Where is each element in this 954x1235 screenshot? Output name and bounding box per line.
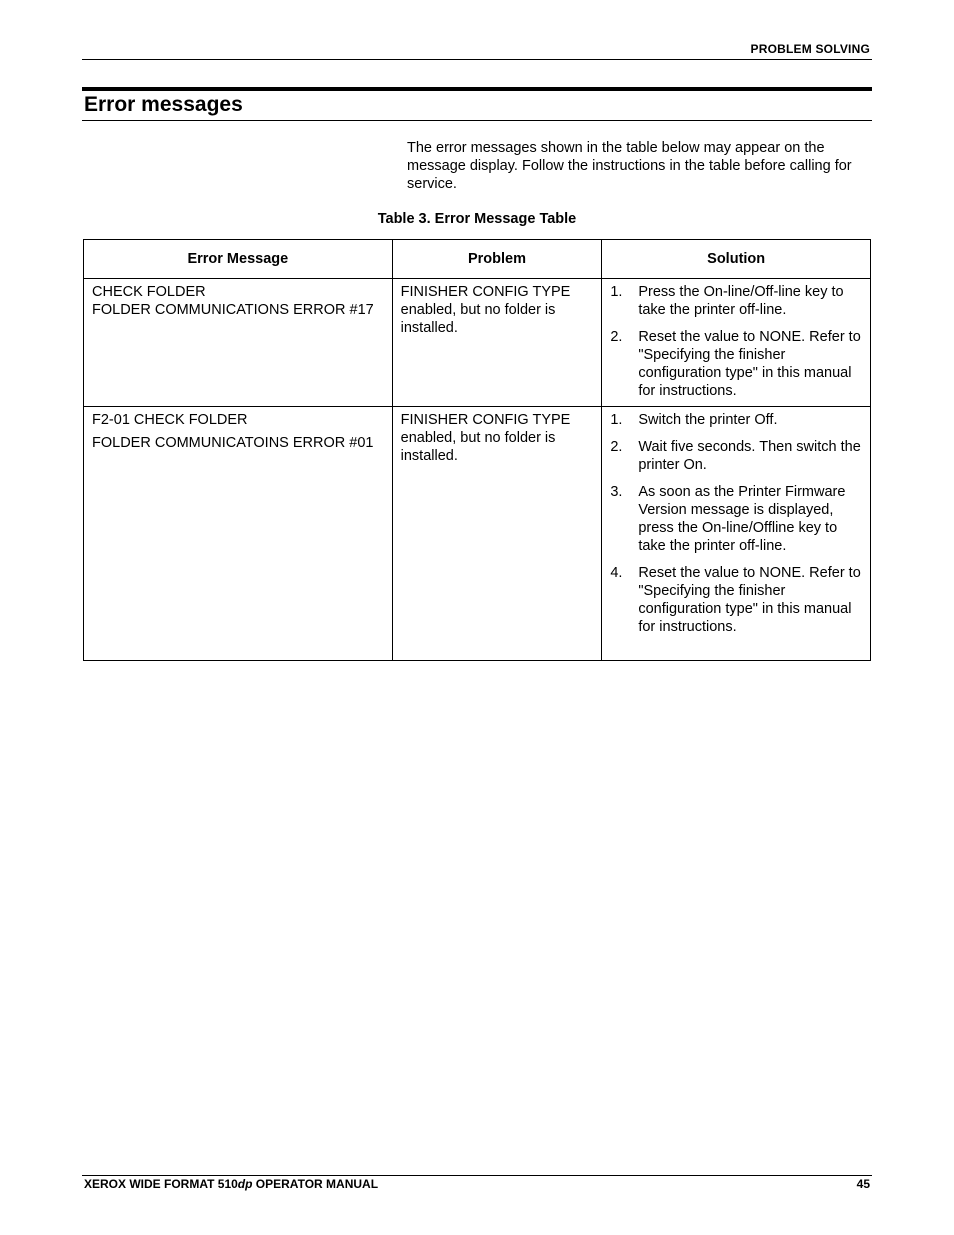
intro-paragraph: The error messages shown in the table below may appear on the message display. Follow the instructions in the table before calling for service. [407, 140, 852, 192]
problem-cell: FINISHER CONFIG TYPE enabled, but no folder is installed. [392, 279, 602, 407]
table-header-row [84, 240, 871, 279]
footer-rule [82, 1175, 872, 1176]
solution-step [610, 438, 862, 474]
footer-page-number: 45 [856, 1177, 870, 1191]
step-text: Switch the printer Off. [638, 412, 778, 428]
solution-step [610, 564, 862, 636]
footer-manual-title [84, 1177, 378, 1191]
step-number: 2. [610, 329, 623, 345]
step-number: 1. [610, 412, 623, 428]
step-number: 4. [610, 565, 623, 581]
step-text: Reset the value to NONE. Refer to "Specifying the finisher configuration type" in this manual for instructions. [638, 565, 861, 635]
footer-manual-suffix: OPERATOR MANUAL [252, 1177, 379, 1191]
header-error-message: Error Message [84, 240, 393, 279]
solution-step [610, 328, 862, 400]
page-title: Error messages [84, 93, 243, 116]
error-message-cell [84, 407, 393, 661]
table-row [84, 407, 871, 661]
footer-manual-model: dp [237, 1177, 253, 1191]
step-number: 3. [610, 484, 623, 500]
solution-step [610, 483, 862, 555]
header-solution: Solution [602, 240, 871, 279]
error-line: F2-01 CHECK FOLDER [92, 412, 248, 428]
header-problem: Problem [392, 240, 602, 279]
footer-manual-prefix: XEROX WIDE FORMAT 510 [84, 1177, 238, 1191]
solution-step [610, 283, 862, 319]
solution-cell [602, 407, 871, 661]
title-top-rule [82, 87, 872, 91]
solution-steps [610, 411, 862, 636]
table-caption: Table 3. Error Message Table [377, 211, 577, 227]
error-line: FOLDER COMMUNICATIONS ERROR #17 [92, 302, 374, 318]
step-number: 1. [610, 284, 623, 300]
problem-cell: FINISHER CONFIG TYPE enabled, but no folder is installed. [392, 407, 602, 661]
error-line: CHECK FOLDER [92, 284, 206, 300]
error-line: FOLDER COMMUNICATOINS ERROR #01 [92, 435, 374, 451]
step-text: Wait five seconds. Then switch the printer On. [638, 439, 861, 473]
solution-step [610, 411, 862, 429]
table-row [84, 279, 871, 407]
solution-cell [602, 279, 871, 407]
title-bottom-rule [82, 120, 872, 121]
running-header-section: PROBLEM SOLVING [750, 42, 870, 56]
step-number: 2. [610, 439, 623, 455]
solution-steps [610, 283, 862, 400]
step-text: Reset the value to NONE. Refer to "Specifying the finisher configuration type" in this manual for instructions. [638, 329, 861, 399]
error-message-table [83, 239, 871, 661]
error-message-cell [84, 279, 393, 407]
header-rule [82, 59, 872, 60]
step-text: As soon as the Printer Firmware Version message is displayed, press the On-line/Offline key to take the printer off-line. [638, 484, 846, 554]
step-text: Press the On-line/Off-line key to take the printer off-line. [638, 284, 844, 318]
